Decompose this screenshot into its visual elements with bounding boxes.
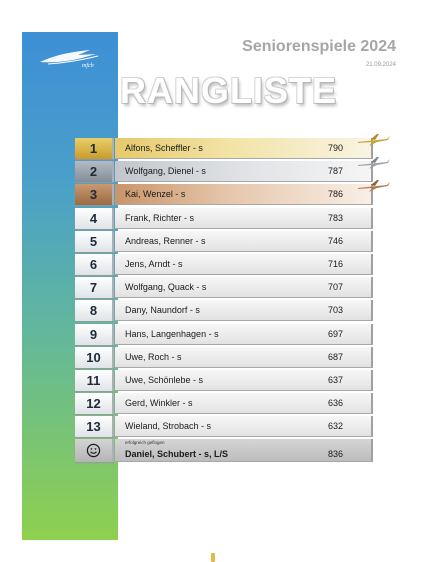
ranking-row-8 [75,300,373,321]
pilot-name: Uwe, Schönlebe - s [125,374,204,385]
pilot-name: Wolfgang, Dienel - s [125,166,206,177]
ranking-row-3 [75,184,373,205]
ranking-bar [115,231,373,252]
club-logo [38,46,108,70]
pilot-name: Andreas, Renner - s [125,235,206,246]
rank-number: 13 [75,416,114,437]
pilot-score: 716 [327,258,343,269]
rank-number: 1 [75,138,114,159]
ranking-heading: RANGLISTE [120,70,338,111]
pilot-name: Dany, Naundorf - s [125,305,200,316]
pilot-score: 636 [327,398,343,409]
ranking-row-special [75,439,373,462]
ranking-row-5 [75,231,373,252]
pilot-name: Uwe, Roch - s [125,351,182,362]
rank-number: 8 [75,300,114,321]
special-note: erfolgreich geflogen [125,440,165,446]
pilot-name: Alfons, Scheffler - s [125,143,203,153]
ranking-row-13 [75,416,373,437]
rank-number: 10 [75,347,114,368]
ranking-row-9 [75,324,373,345]
pilot-score: 836 [327,449,343,460]
pilot-name: Daniel, Schubert - s, L/S [125,449,229,460]
rank-number: 2 [75,161,114,182]
pilot-score: 697 [327,328,343,339]
pilot-name: Kai, Wenzel - s [125,189,186,200]
page-marker [211,553,215,562]
ranking-bar [115,393,373,414]
pilot-name: Jens, Arndt - s [125,258,183,269]
pilot-name: Gerd, Winkler - s [125,398,193,409]
ranking-row-10 [75,347,373,368]
ranking-bar [115,208,373,229]
gold-airplane-icon [357,133,391,147]
rank-number: 11 [75,370,114,391]
smiley-icon [86,443,101,458]
logo-text: mfcb [82,63,94,69]
pilot-score: 783 [327,212,343,223]
ranking-bar [115,347,373,368]
pilot-score: 746 [327,235,343,246]
ranking-bar [115,161,373,182]
event-date: 21.09.2024 [365,62,396,68]
ranking-bar [115,254,373,275]
ranking-row-11 [75,370,373,391]
ranking-list [75,138,373,465]
silver-airplane-icon [357,156,391,170]
page-title: Seniorenspiele 2024 [242,38,396,55]
ranking-row-4 [75,208,373,229]
ranking-bar [115,439,373,462]
ranking-bar [115,300,373,321]
ranking-row-12 [75,393,373,414]
rank-number: 9 [75,324,114,345]
pilot-name: Wieland, Strobach - s [125,421,212,432]
ranking-bar [115,277,373,298]
pilot-score: 687 [327,351,343,362]
ranking-bar [115,324,373,345]
ranking-bar [115,370,373,391]
bronze-airplane-icon [357,179,391,193]
ranking-row-7 [75,277,373,298]
pilot-score: 703 [327,305,343,316]
rank-number: 12 [75,393,114,414]
pilot-score: 787 [327,166,343,177]
pilot-score: 632 [327,421,343,432]
pilot-name: Hans, Langenhagen - s [125,328,219,339]
ranking-bar [115,416,373,437]
pilot-score: 707 [327,282,343,293]
rank-number: 6 [75,254,114,275]
ranking-bar [115,184,373,205]
rank-number: 5 [75,231,114,252]
ranking-row-1 [75,138,373,159]
pilot-score: 637 [327,374,343,385]
ranking-bar [115,138,373,159]
pilot-score: 790 [327,143,343,153]
rank-number: 4 [75,208,114,229]
pilot-name: Wolfgang, Quack - s [125,282,207,293]
rank-number: 7 [75,277,114,298]
pilot-score: 786 [327,189,343,200]
ranking-row-6 [75,254,373,275]
rank-number: 3 [75,184,114,205]
ranking-row-2 [75,161,373,182]
pilot-name: Frank, Richter - s [125,212,195,223]
special-rank [75,439,114,462]
